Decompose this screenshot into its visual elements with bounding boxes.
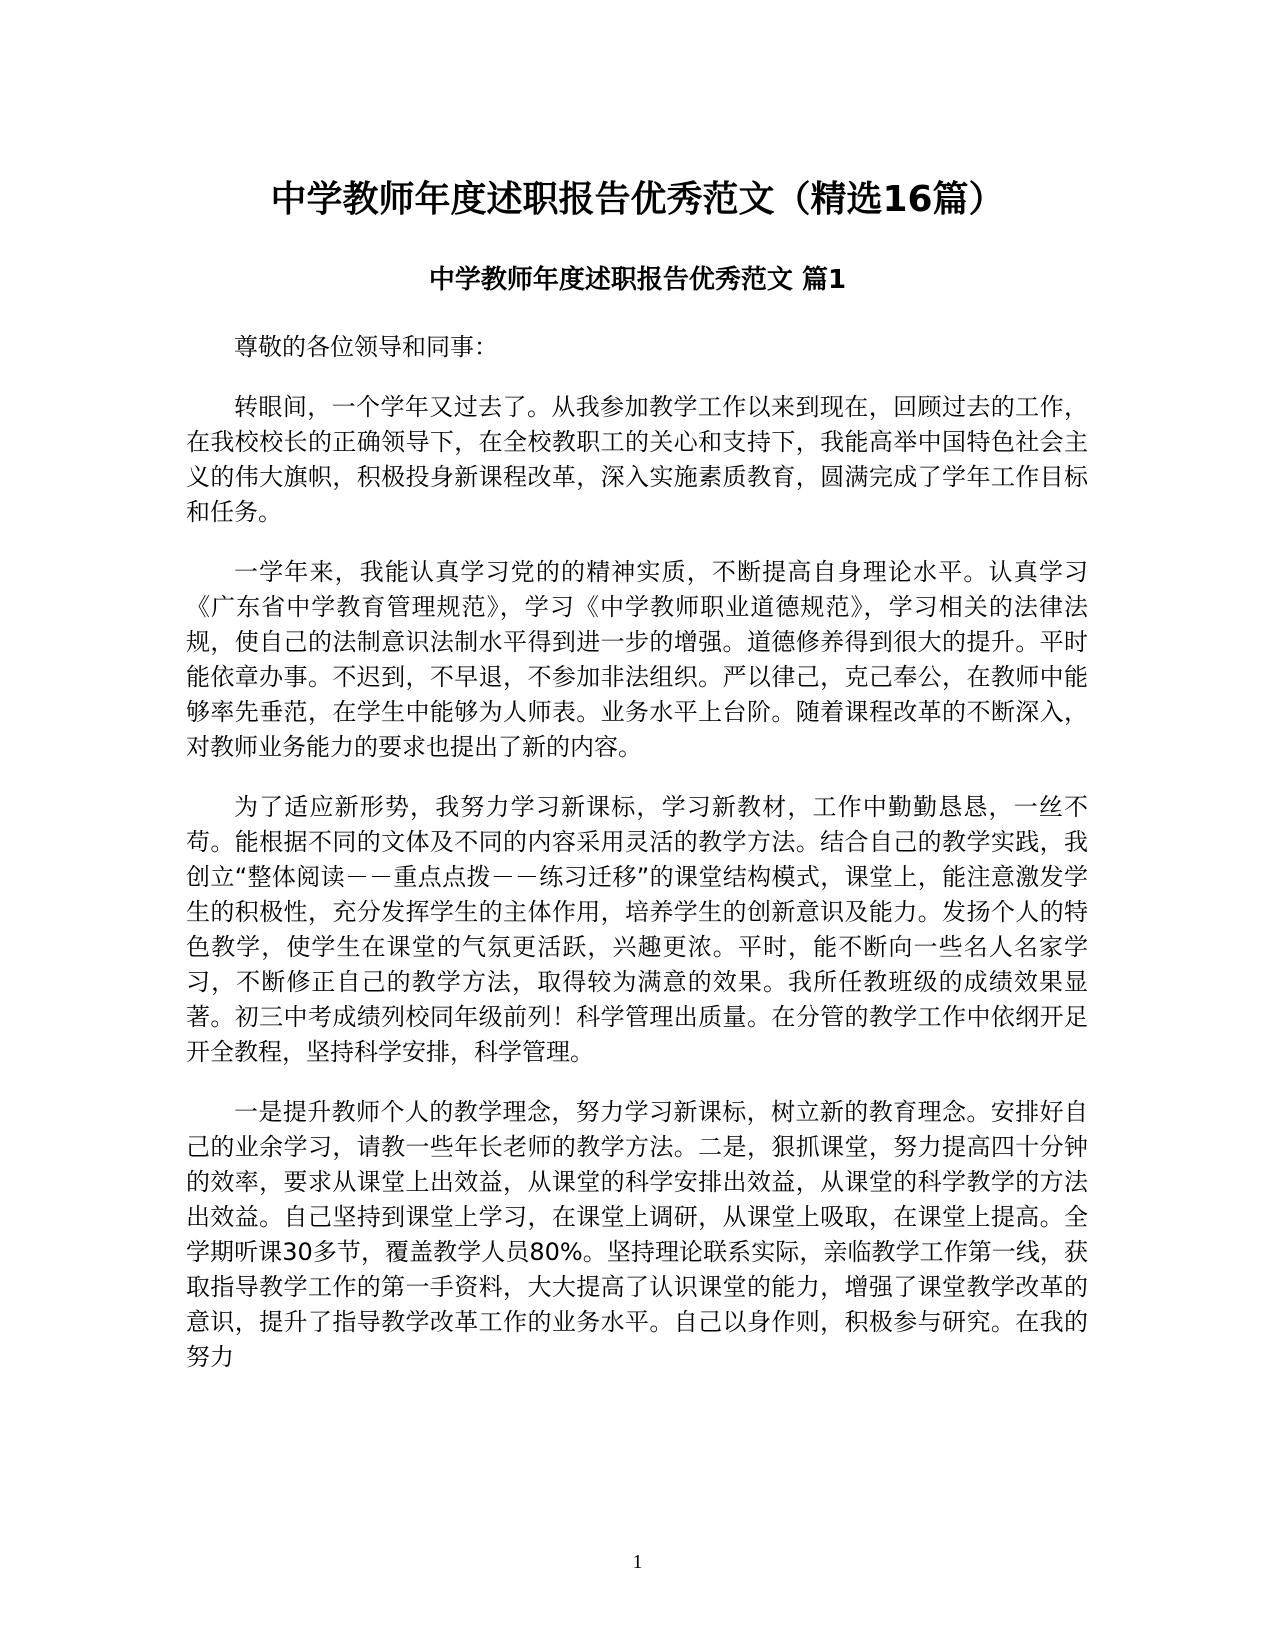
paragraph: 为了适应新形势，我努力学习新课标，学习新教材，工作中勤勤恳恳，一丝不苟。能根据不同的文体及不同的内容采用灵活的教学方法。结合自己的教学实践，我创立“整体阅读－－重点点拨－－练习迁移”的课堂结构模式，课堂上，能注意激发学生的积极性，充分发挥学生的主体作用，培养学生的创新意识及能力。发扬个人的特色教学，使学生在课堂的气氛更活跃，兴趣更浓。平时，能不断向一些名人名家学习，不断修正自己的教学方法，取得较为满意的效果。我所任教班级的成绩效果显著。初三中考成绩列校同年级前列！科学管理出质量。在分管的教学工作中依纲开足开全教程，坚持科学安排，科学管理。: [186, 793, 1088, 1066]
document-body: [186, 330, 1088, 1400]
document-title: 中学教师年度述职报告优秀范文（精选16篇）: [270, 179, 1005, 220]
paragraph: 一是提升教师个人的教学理念，努力学习新课标，树立新的教育理念。安排好自己的业余学习，请教一些年长老师的教学方法。二是，狠抓课堂，努力提高四十分钟的效率，要求从课堂上出效益，从课堂的科学安排出效益，从课堂的科学教学的方法出效益。自己坚持到课堂上学习，在课堂上调研，从课堂上吸取，在课堂上提高。全学期听课30多节，覆盖教学人员80%。坚持理论联系实际，亲临教学工作第一线，获取指导教学工作的第一手资料，大大提高了认识课堂的能力，增强了课堂教学改革的意识，提升了指导教学改革工作的业务水平。自己以身作则，积极参与研究。在我的努力: [186, 1098, 1088, 1371]
paragraph: 一学年来，我能认真学习党的的精神实质，不断提高自身理论水平。认真学习《广东省中学教育管理规范》，学习《中学教师职业道德规范》，学习相关的法律法规，使自己的法制意识法制水平得到进一步的增强。道德修养得到很大的提升。平时能依章办事。不迟到，不早退，不参加非法组织。严以律己，克己奉公，在教师中能够率先垂范，在学生中能够为人师表。业务水平上台阶。随着课程改革的不断深入，对教师业务能力的要求也提出了新的内容。: [186, 558, 1088, 761]
section-title: 中学教师年度述职报告优秀范文 篇1: [428, 265, 847, 295]
page-number: 1: [632, 1551, 643, 1573]
paragraph: 转眼间，一个学年又过去了。从我参加教学工作以来到现在，回顾过去的工作，在我校校长的正确领导下，在全校教职工的关心和支持下，我能高举中国特色社会主义的伟大旗帜，积极投身新课程改革，深入实施素质教育，圆满完成了学年工作目标和任务。: [186, 393, 1088, 526]
paragraph-salutation: 尊敬的各位领导和同事：: [234, 333, 498, 361]
